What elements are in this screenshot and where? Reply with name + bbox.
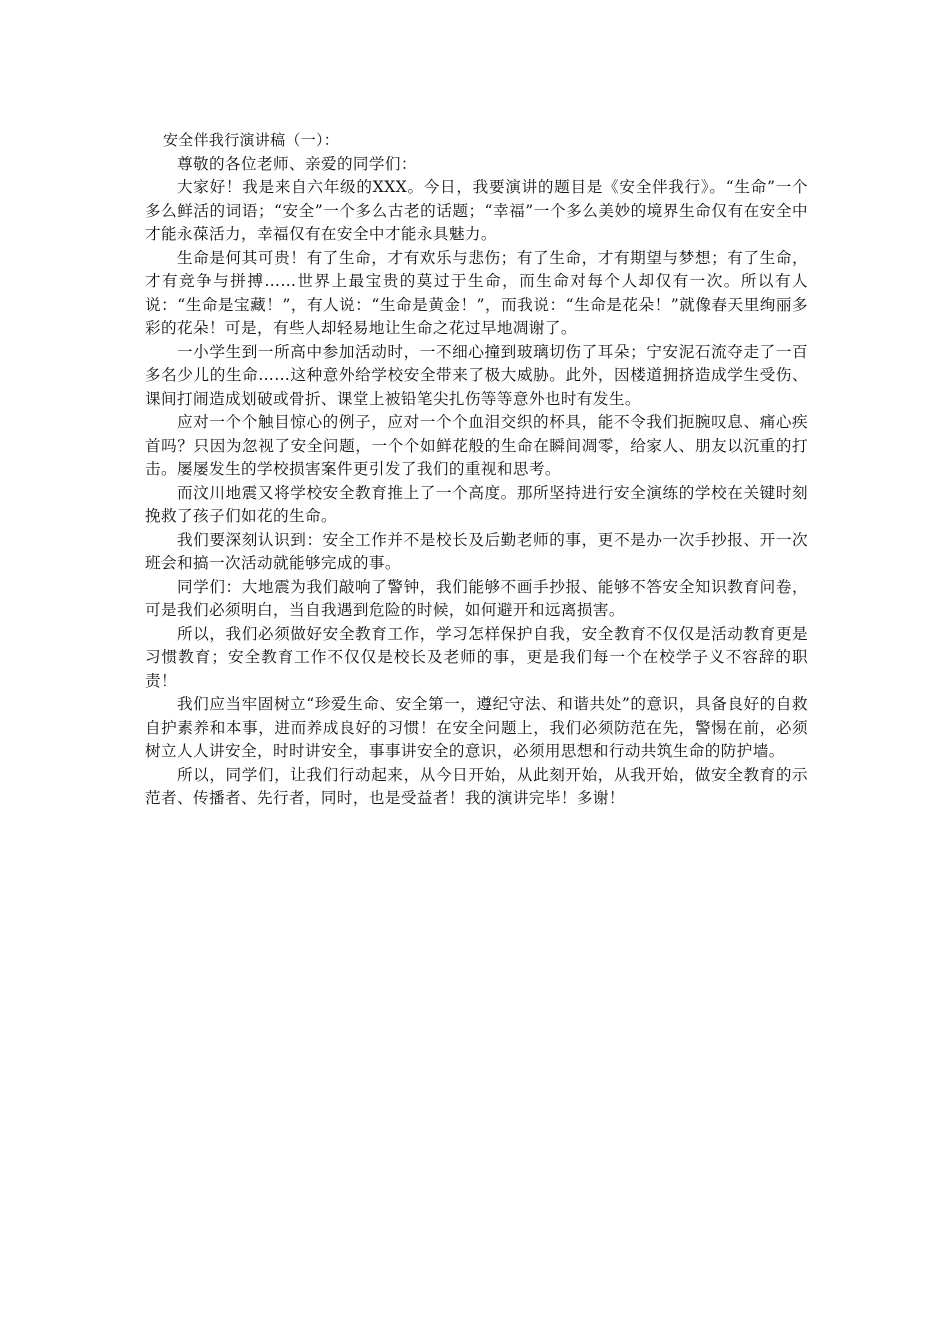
document-page bbox=[145, 128, 808, 811]
paragraph-10: 所以，同学们，让我们行动起来，从今日开始，从此刻开始，从我开始，做安全教育的示范者、传播者、先行者，同时，也是受益者！我的演讲完毕！多谢！ bbox=[145, 765, 808, 807]
paragraph-6: 我们要深刻认识到：安全工作并不是校长及后勤老师的事，更不是办一次手抄报、开一次班会和搞一次活动就能够完成的事。 bbox=[145, 530, 808, 572]
paragraph-4: 应对一个个触目惊心的例子，应对一个个血泪交织的杯具，能不令我们扼腕叹息、痛心疾首吗？只因为忽视了安全问题，一个个如鲜花般的生命在瞬间凋零，给家人、朋友以沉重的打击。屡屡发生的学校损害案件更引发了我们的重视和思考。 bbox=[145, 413, 808, 478]
paragraph-3: 一小学生到一所高中参加活动时，一不细心撞到玻璃切伤了耳朵；宁安泥石流夺走了一百多名少儿的生命……这种意外给学校安全带来了极大威胁。此外，因楼道拥挤造成学生受伤、课间打闹造成划破或骨折、课堂上被铅笔尖扎伤等等意外也时有发生。 bbox=[145, 342, 808, 408]
paragraph-2: 生命是何其可贵！有了生命，才有欢乐与悲伤；有了生命，才有期望与梦想；有了生命，才有竞争与拼搏……世界上最宝贵的莫过于生命，而生命对每个人却仅有一次。所以有人说：“生命是宝藏！”，有人说：“生命是黄金！”，而我说：“生命是花朵！”就像春天里绚丽多彩的花朵！可是，有些人却轻易地让生命之花过早地凋谢了。 bbox=[145, 248, 808, 337]
paragraph-5: 而汶川地震又将学校安全教育推上了一个高度。那所坚持进行安全演练的学校在关键时刻挽救了孩子们如花的生命。 bbox=[145, 483, 808, 525]
paragraph-7: 同学们：大地震为我们敲响了警钟，我们能够不画手抄报、能够不答安全知识教育问卷，可是我们必须明白，当自我遇到危险的时候，如何避开和远离损害。 bbox=[145, 577, 808, 619]
paragraph-9: 我们应当牢固树立“珍爱生命、安全第一，遵纪守法、和谐共处”的意识，具备良好的自救自护素养和本事，进而养成良好的习惯！在安全问题上，我们必须防范在先，警惕在前，必须树立人人讲安全，时时讲安全，事事讲安全的意识，必须用思想和行动共筑生命的防护墙。 bbox=[145, 695, 808, 760]
salutation: 尊敬的各位老师、亲爱的同学们： bbox=[177, 155, 417, 173]
paragraph-1: 大家好！我是来自六年级的XXX。今日，我要演讲的题目是《安全伴我行》。“生命”一个多么鲜活的词语；“安全”一个多么古老的话题；“幸福”一个多么美妙的境界生命仅有在安全中才能永葆活力，幸福仅有在安全中才能永具魅力。 bbox=[145, 178, 808, 243]
document-title: 安全伴我行演讲稿（一）： bbox=[163, 131, 340, 149]
paragraph-8: 所以，我们必须做好安全教育工作，学习怎样保护自我，安全教育不仅仅是活动教育更是习惯教育；安全教育工作不仅仅是校长及老师的事，更是我们每一个在校学子义不容辞的职责！ bbox=[145, 624, 808, 690]
